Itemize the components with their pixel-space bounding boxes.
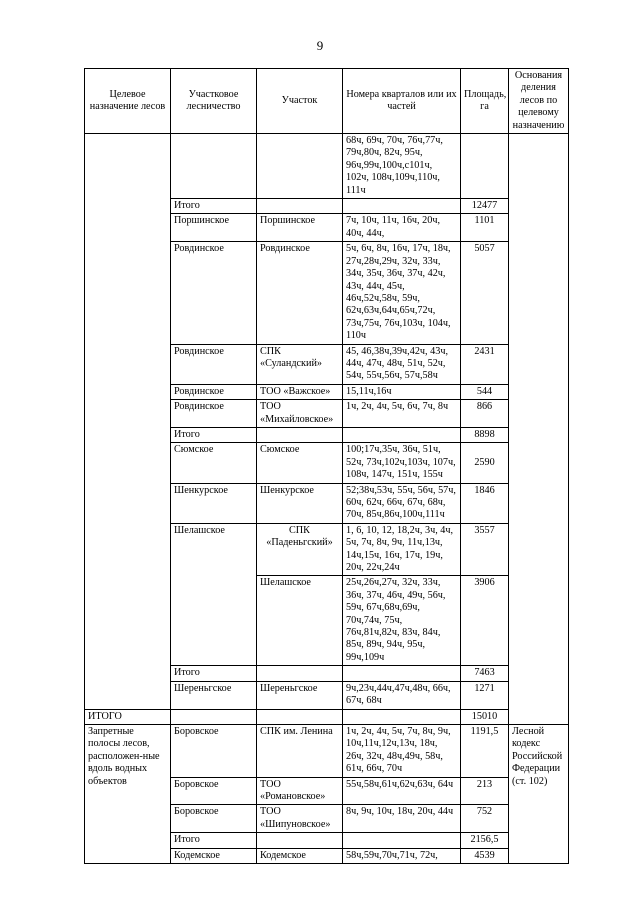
area-cell: 12477: [461, 199, 509, 214]
site-cell: [257, 666, 343, 681]
forestry-cell: Шереньгское: [171, 681, 257, 709]
header-site: Участок: [257, 69, 343, 134]
quarters-cell: [343, 709, 461, 724]
area-cell: 213: [461, 777, 509, 805]
site-cell: Шенкурское: [257, 483, 343, 523]
forestry-cell: Итого: [171, 666, 257, 681]
quarters-cell: 55ч,58ч,61ч,62ч,63ч, 64ч: [343, 777, 461, 805]
area-cell: 1101: [461, 214, 509, 242]
area-cell: 2590: [461, 443, 509, 483]
area-cell: [461, 134, 509, 199]
purpose-cell: ИТОГО: [85, 709, 171, 724]
forest-table: [84, 68, 569, 864]
quarters-cell: 25ч,26ч,27ч, 32ч, 33ч, 36ч, 37ч, 46ч, 49ч, 56ч, 59ч, 67ч,68ч,69ч, 70ч,74ч, 75ч, 76ч,81ч,82ч, 83ч, 84ч, 85ч, 89ч, 94ч, 95ч, 99ч,109ч: [343, 576, 461, 666]
forestry-cell: Шелашское: [171, 523, 257, 665]
quarters-cell: [343, 666, 461, 681]
area-cell: 7463: [461, 666, 509, 681]
forestry-cell: Боровское: [171, 805, 257, 833]
quarters-cell: 68ч, 69ч, 70ч, 76ч,77ч, 79ч,80ч, 82ч, 95ч, 96ч,99ч,100ч,с101ч, 102ч, 108ч,109ч,110ч, 111ч: [343, 134, 461, 199]
forestry-cell: Ровдинское: [171, 384, 257, 399]
quarters-cell: 1, 6, 10, 12, 18,2ч, 3ч, 4ч, 5ч, 7ч, 8ч, 9ч, 11ч,13ч, 14ч,15ч, 16ч, 17ч, 19ч, 20ч, 22ч,24ч: [343, 523, 461, 576]
site-cell: СПК «Паденьгский»: [257, 523, 343, 576]
site-cell: Кодемское: [257, 848, 343, 863]
purpose-cell: [85, 134, 171, 709]
quarters-cell: 52;38ч,53ч, 55ч, 56ч, 57ч, 60ч, 62ч, 66ч, 67ч, 68ч, 70ч, 85ч,86ч,100ч,111ч: [343, 483, 461, 523]
forestry-cell: Сюмское: [171, 443, 257, 483]
forestry-cell: [171, 134, 257, 199]
site-cell: [257, 427, 343, 442]
site-cell: [257, 134, 343, 199]
area-cell: 544: [461, 384, 509, 399]
site-cell: [257, 833, 343, 848]
forestry-cell: Ровдинское: [171, 242, 257, 344]
site-cell: СПК «Суландский»: [257, 344, 343, 384]
quarters-cell: 5ч, 6ч, 8ч, 16ч, 17ч, 18ч, 27ч,28ч,29ч, 32ч, 33ч, 34ч, 35ч, 36ч, 37ч, 42ч, 43ч, 44ч, 45ч, 46ч,52ч,58ч, 59ч, 62ч,63ч,64ч,65ч,72ч, 73ч,75ч, 76ч,103ч, 104ч, 110ч: [343, 242, 461, 344]
quarters-cell: [343, 199, 461, 214]
site-cell: [257, 709, 343, 724]
forestry-cell: Итого: [171, 833, 257, 848]
area-cell: 2156,5: [461, 833, 509, 848]
area-cell: 1846: [461, 483, 509, 523]
area-cell: 15010: [461, 709, 509, 724]
quarters-cell: 1ч, 2ч, 4ч, 5ч, 6ч, 7ч, 8ч: [343, 400, 461, 428]
header-quarters: Номера кварталов или их частей: [343, 69, 461, 134]
header-purpose: Целевое назначение лесов: [85, 69, 171, 134]
forestry-cell: Ровдинское: [171, 400, 257, 428]
quarters-cell: 1ч, 2ч, 4ч, 5ч, 7ч, 8ч, 9ч, 10ч,11ч,12ч,13ч, 18ч, 26ч, 32ч, 48ч,49ч, 58ч, 61ч, 66ч, 70ч: [343, 724, 461, 777]
quarters-cell: 9ч,23ч,44ч,47ч,48ч, 66ч, 67ч, 68ч: [343, 681, 461, 709]
quarters-cell: 100;17ч,35ч, 36ч, 51ч, 52ч, 73ч,102ч,103ч, 107ч, 108ч, 147ч, 151ч, 155ч: [343, 443, 461, 483]
area-cell: 866: [461, 400, 509, 428]
forestry-cell: Кодемское: [171, 848, 257, 863]
forestry-cell: Поршинское: [171, 214, 257, 242]
header-area: Площадь, га: [461, 69, 509, 134]
forestry-cell: Боровское: [171, 777, 257, 805]
forestry-cell: [171, 709, 257, 724]
table-row: [85, 134, 569, 199]
forestry-cell: Боровское: [171, 724, 257, 777]
site-cell: Шереньгское: [257, 681, 343, 709]
quarters-cell: 7ч, 10ч, 11ч, 16ч, 20ч, 40ч, 44ч,: [343, 214, 461, 242]
area-cell: 2431: [461, 344, 509, 384]
area-cell: 1191,5: [461, 724, 509, 777]
site-cell: ТОО «Шипуновское»: [257, 805, 343, 833]
quarters-cell: 8ч, 9ч, 10ч, 18ч, 20ч, 44ч: [343, 805, 461, 833]
quarters-cell: [343, 427, 461, 442]
table-row: [85, 724, 569, 777]
quarters-cell: 15,11ч,16ч: [343, 384, 461, 399]
site-cell: ТОО «Михайловское»: [257, 400, 343, 428]
site-cell: Шелашское: [257, 576, 343, 666]
area-cell: 5057: [461, 242, 509, 344]
forestry-cell: Итого: [171, 199, 257, 214]
area-cell: 3557: [461, 523, 509, 576]
forestry-cell: Итого: [171, 427, 257, 442]
area-cell: 752: [461, 805, 509, 833]
site-cell: Ровдинское: [257, 242, 343, 344]
site-cell: СПК им. Ленина: [257, 724, 343, 777]
area-cell: 4539: [461, 848, 509, 863]
quarters-cell: 58ч,59ч,70ч,71ч, 72ч,: [343, 848, 461, 863]
forestry-cell: Шенкурское: [171, 483, 257, 523]
quarters-cell: 45, 46,38ч,39ч,42ч, 43ч, 44ч, 47ч, 48ч, 51ч, 52ч, 54ч, 55ч,56ч, 57ч,58ч: [343, 344, 461, 384]
table-row-total: [85, 709, 569, 724]
page-number: 9: [316, 38, 324, 53]
area-cell: 3906: [461, 576, 509, 666]
basis-cell: Лесной кодекс Российской Федерации (ст. 102): [509, 724, 569, 863]
header-row: [85, 69, 569, 134]
site-cell: ТОО «Важское»: [257, 384, 343, 399]
site-cell: Сюмское: [257, 443, 343, 483]
header-forestry: Участковое лесничество: [171, 69, 257, 134]
area-cell: 8898: [461, 427, 509, 442]
site-cell: ТОО «Романовское»: [257, 777, 343, 805]
site-cell: Поршинское: [257, 214, 343, 242]
forestry-cell: Ровдинское: [171, 344, 257, 384]
purpose-cell: Запретные полосы лесов, расположен-ные вдоль водных объектов: [85, 724, 171, 863]
site-cell: [257, 199, 343, 214]
basis-cell-empty: [509, 134, 569, 725]
quarters-cell: [343, 833, 461, 848]
header-basis: Основания деления лесов по целевому назначению: [509, 69, 569, 134]
area-cell: 1271: [461, 681, 509, 709]
